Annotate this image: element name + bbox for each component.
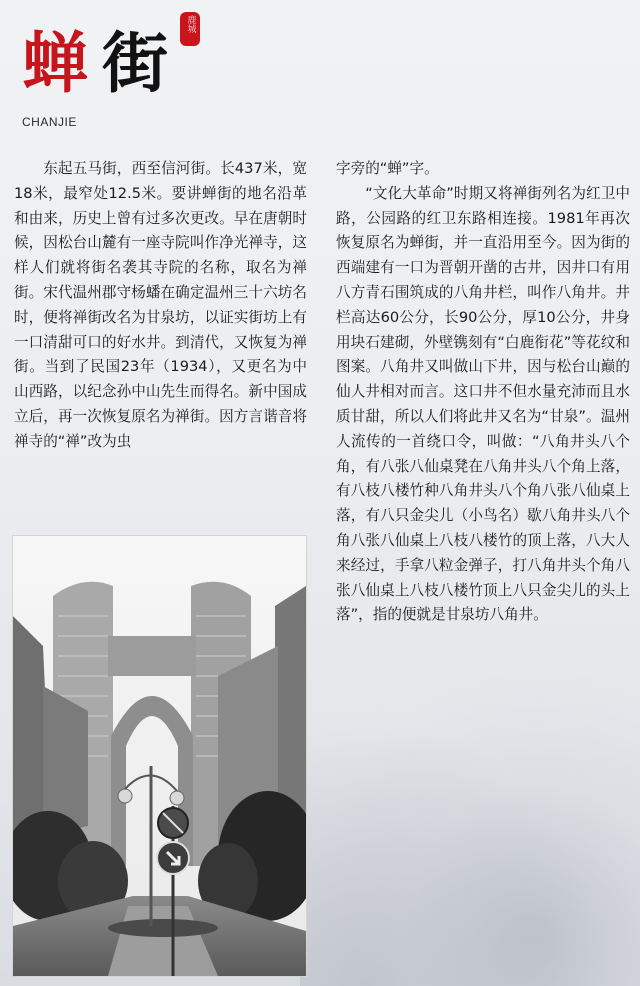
article-paragraph: 东起五马街，西至信河街。长437米，宽18米，最窄处12.5米。要讲蝉街的地名沿革和由来，历史上曾有过多次更改。早在唐朝时候，因松台山麓有一座寺院叫作净光禅寺，这样人们就将街名袭其寺院的名称，取名为禅街。宋代温州郡守杨蟠在确定温州三十六坊名时，便将禅街改名为甘泉坊，以证实街坊上有一口清甜可口的好水井。到清代，又恢复为禅街。当到了民国23年（1934），又更名为中山西路，以纪念孙中山先生而得名。新中国成立后，再一次恢复原名为禅街。因方言谐音将禅寺的“禅”改为虫 bbox=[14, 160, 307, 450]
article-left-column bbox=[14, 157, 307, 455]
red-seal-stamp bbox=[180, 12, 200, 46]
article-right-column bbox=[336, 157, 630, 628]
article-paragraph-continuation: 字旁的“蝉”字。 bbox=[336, 160, 439, 177]
title-char-red: 蝉 bbox=[22, 24, 88, 102]
title-char-black: 街 bbox=[102, 24, 168, 102]
mountain-mist-background bbox=[300, 666, 640, 986]
street-photo-illustration bbox=[13, 536, 306, 976]
street-photo bbox=[12, 535, 307, 977]
seal-text: 鹿城 bbox=[185, 15, 196, 33]
article-paragraph: “文化大革命”时期又将禅街列名为红卫中路，公园路的红卫东路相连接。1981年再次恢复原名为蝉街，并一直沿用至今。因为街的西端建有一口为晋朝开凿的古井，因井口有用八方青石围筑成的八角井栏，叫作八角井。井栏高达60公分，长90公分，厚10公分，井身用块石建砌，外壁镌刻有“白鹿衔花”等花纹和图案。八角井又叫做山下井，因与松台山巅的仙人井相对而言。这口井不但水量充沛而且水质甘甜，所以人们将此井又名为“甘泉”。温州人流传的一首绕口令，叫做：“八角井头八个角，有八张八仙桌凳在八角井头八个角上落，有八枝八楼竹种八角井头八个角八张八仙桌上落，有八只金尖儿（小鸟名）歇八角井头八个角八张八仙桌上八枝八楼竹的顶上落，八大人来经过，手拿八粒金弹子，打八角井头个角八张八仙桌上八枝八楼竹顶上八只金尖儿的头上落”，指的便就是甘泉坊八角井。 bbox=[336, 184, 630, 624]
title-pinyin: CHANJIE bbox=[22, 115, 77, 129]
